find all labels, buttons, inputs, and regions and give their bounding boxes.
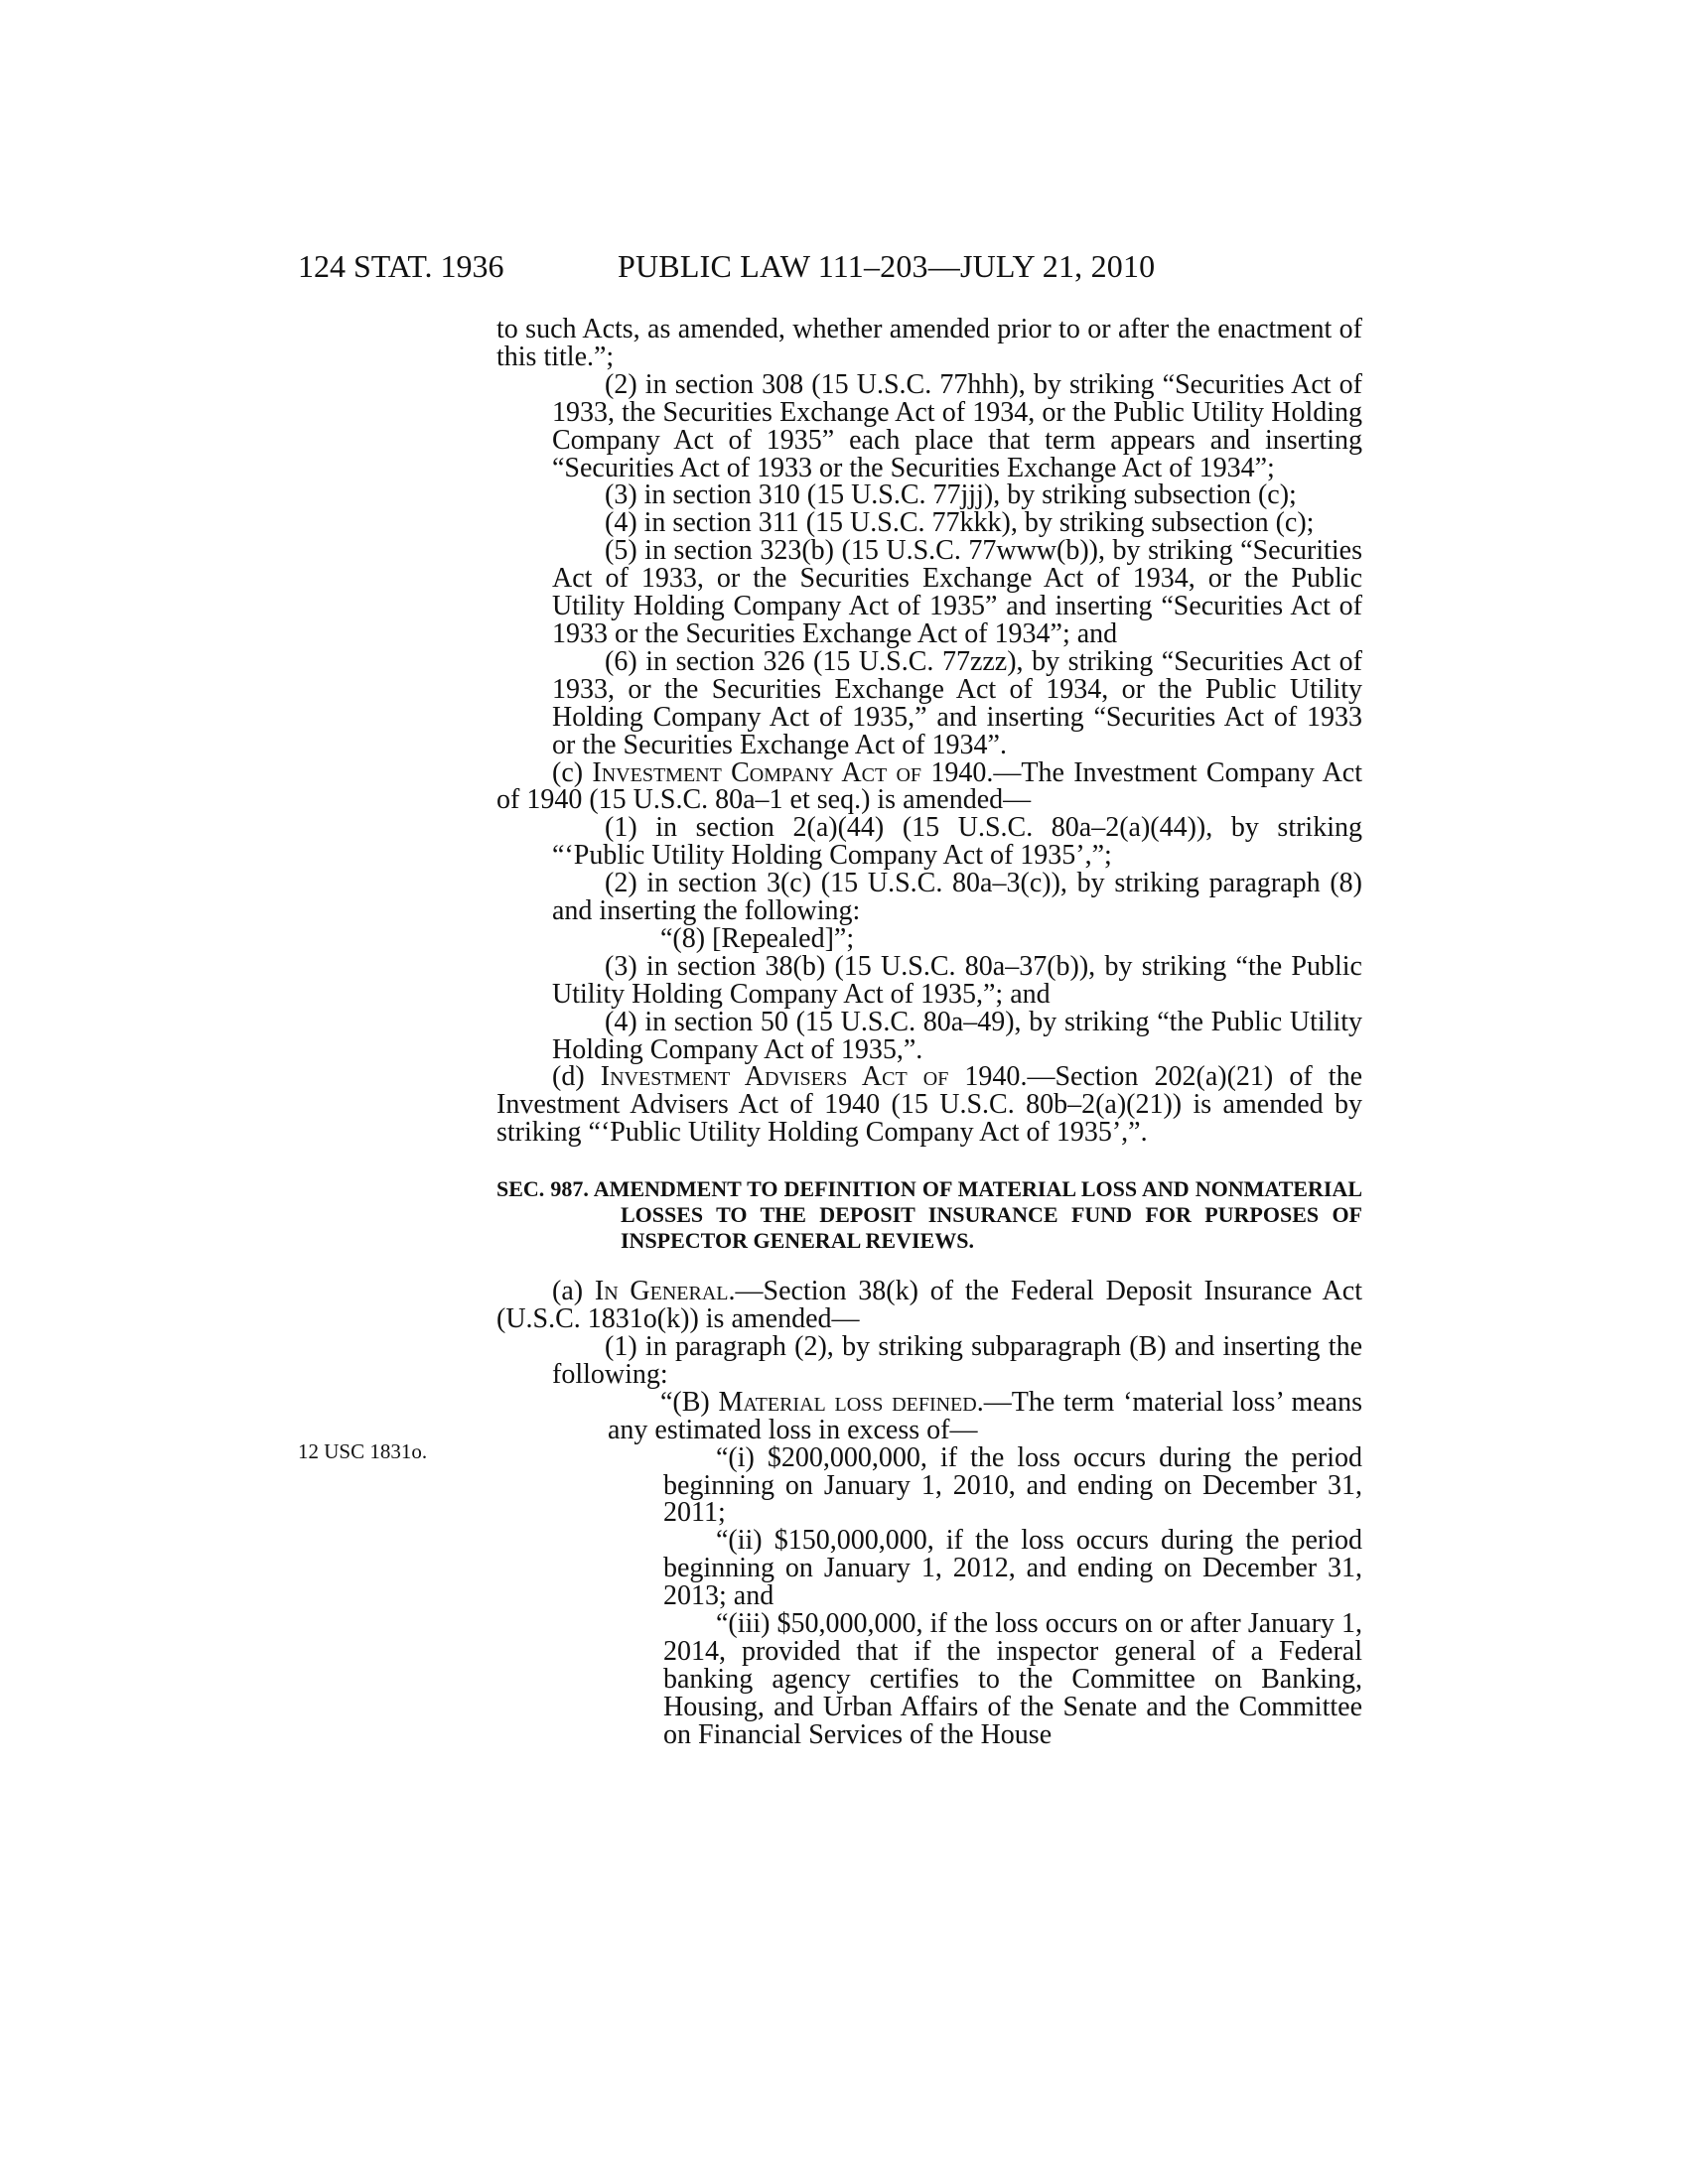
paragraph-c4: (4) in section 50 (15 U.S.C. 80a–49), by striking “the Public Utility Holding Company Act of 1935,”. xyxy=(552,1006,1362,1065)
paragraph-b2: (2) in section 308 (15 U.S.C. 77hhh), by striking “Securities Act of 1933, the Securities Exchange Act of 1934, or the Public Utility Holding Company Act of 1935” each place that term appears and inserting “Securities Act of 1933 or the Securities Exchange Act of 1934”; xyxy=(552,368,1362,483)
section-heading: SEC. 987. AMENDMENT TO DEFINITION OF MATERIAL LOSS AND NONMATERIAL LOSSES TO THE DEPOSIT INSURANCE FUND FOR PURPOSES OF INSPECTOR GENERAL REVIEWS. xyxy=(496,1176,1362,1254)
paragraph-c3: (3) in section 38(b) (15 U.S.C. 80a–37(b)), by striking “the Public Utility Holding Company Act of 1935,”; and xyxy=(552,950,1362,1010)
paragraph-a1: (1) in paragraph (2), by striking subparagraph (B) and inserting the following: xyxy=(552,1331,1362,1390)
paragraph-b4: (4) in section 311 (15 U.S.C. 77kkk), by striking subsection (c); xyxy=(605,507,1315,539)
document-body xyxy=(496,316,1362,1749)
clause-i: “(i) $200,000,000, if the loss occurs during the period beginning on January 1, 2010, and ending on December 31, 2011; xyxy=(663,1441,1362,1529)
subsection-d-text: .—Section 202(a)(21) of the Investment Advisers Act of 1940 (15 U.S.C. 80b–2(a)(21)) is amended by striking “‘Public Utility Holding Company Act of 1935’,”. xyxy=(496,1061,1362,1149)
page-header xyxy=(298,248,1390,288)
running-title: PUBLIC LAW 111–203—JULY 21, 2010 xyxy=(618,248,1156,284)
clause-iii: “(iii) $50,000,000, if the loss occurs on or after January 1, 2014, provided that if the inspector general of a Federal banking agency certifies to the Committee on Banking, Housing, and Urban Affairs of the Senate and the Committee on Financial Services of the House xyxy=(663,1608,1362,1750)
subsection-c-lead: (c) xyxy=(552,756,593,788)
paragraph-c2: (2) in section 3(c) (15 U.S.C. 80a–3(c)), by striking paragraph (8) and inserting the following: xyxy=(552,868,1362,927)
margin-citation: 12 USC 1831o. xyxy=(298,1439,428,1463)
subsection-c-text: .—The Investment Company Act of 1940 (15 U.S.C. 80a–1 et seq.) is amended— xyxy=(496,756,1363,816)
subparagraph-b xyxy=(496,1386,1362,1445)
paragraph-c2-quote: “(8) [Repealed]”; xyxy=(660,922,855,954)
paragraph-c1: (1) in section 2(a)(44) (15 U.S.C. 80a–2(a)(44)), by striking “‘Public Utility Holding Company Act of 1935’,”; xyxy=(552,812,1362,872)
subsection-a-text: .—Section 38(k) of the Federal Deposit Insurance Act (U.S.C. 1831o(k)) is amended— xyxy=(496,1276,1362,1335)
stat-page-number: 124 STAT. 1936 xyxy=(298,248,504,284)
subsection-a xyxy=(496,1278,1362,1333)
subsection-c-heading: Investment Company Act of 1940 xyxy=(592,756,987,788)
paragraph-continuation: to such Acts, as amended, whether amended prior to or after the enactment of this title.”; xyxy=(496,314,1362,372)
subsection-a-lead: (a) xyxy=(552,1276,595,1307)
clause-ii: “(ii) $150,000,000, if the loss occurs during the period beginning on January 1, 2012, and ending on December 31, 2013; and xyxy=(663,1525,1362,1612)
paragraph-b3: (3) in section 310 (15 U.S.C. 77jjj), by striking subsection (c); xyxy=(605,479,1297,511)
subsection-d-heading: Investment Advisers Act of 1940 xyxy=(600,1061,1021,1093)
subsection-d-lead: (d) xyxy=(552,1061,601,1093)
subparagraph-b-heading: Material loss defined xyxy=(718,1386,977,1418)
paragraph-b6: (6) in section 326 (15 U.S.C. 77zzz), by striking “Securities Act of 1933, or the Securities Exchange Act of 1934, or the Public Utility Holding Company Act of 1935,” and inserting “Securities Act of 1933 or the Securities Exchange Act of 1934”. xyxy=(552,645,1362,760)
paragraph-b5: (5) in section 323(b) (15 U.S.C. 77www(b)), by striking “Securities Act of 1933, or the Securities Exchange Act of 1934, or the Public Utility Holding Company Act of 1935” and inserting “Securities Act of 1933 or the Securities Exchange Act of 1934”; and xyxy=(552,535,1362,649)
subparagraph-b-text: .—The term ‘material loss’ means any estimated loss in excess of— xyxy=(608,1386,1362,1445)
subsection-a-heading: In General xyxy=(594,1276,729,1307)
subparagraph-b-lead: “(B) xyxy=(660,1386,719,1418)
subsection-c xyxy=(496,756,1363,816)
subsection-d xyxy=(496,1063,1362,1147)
